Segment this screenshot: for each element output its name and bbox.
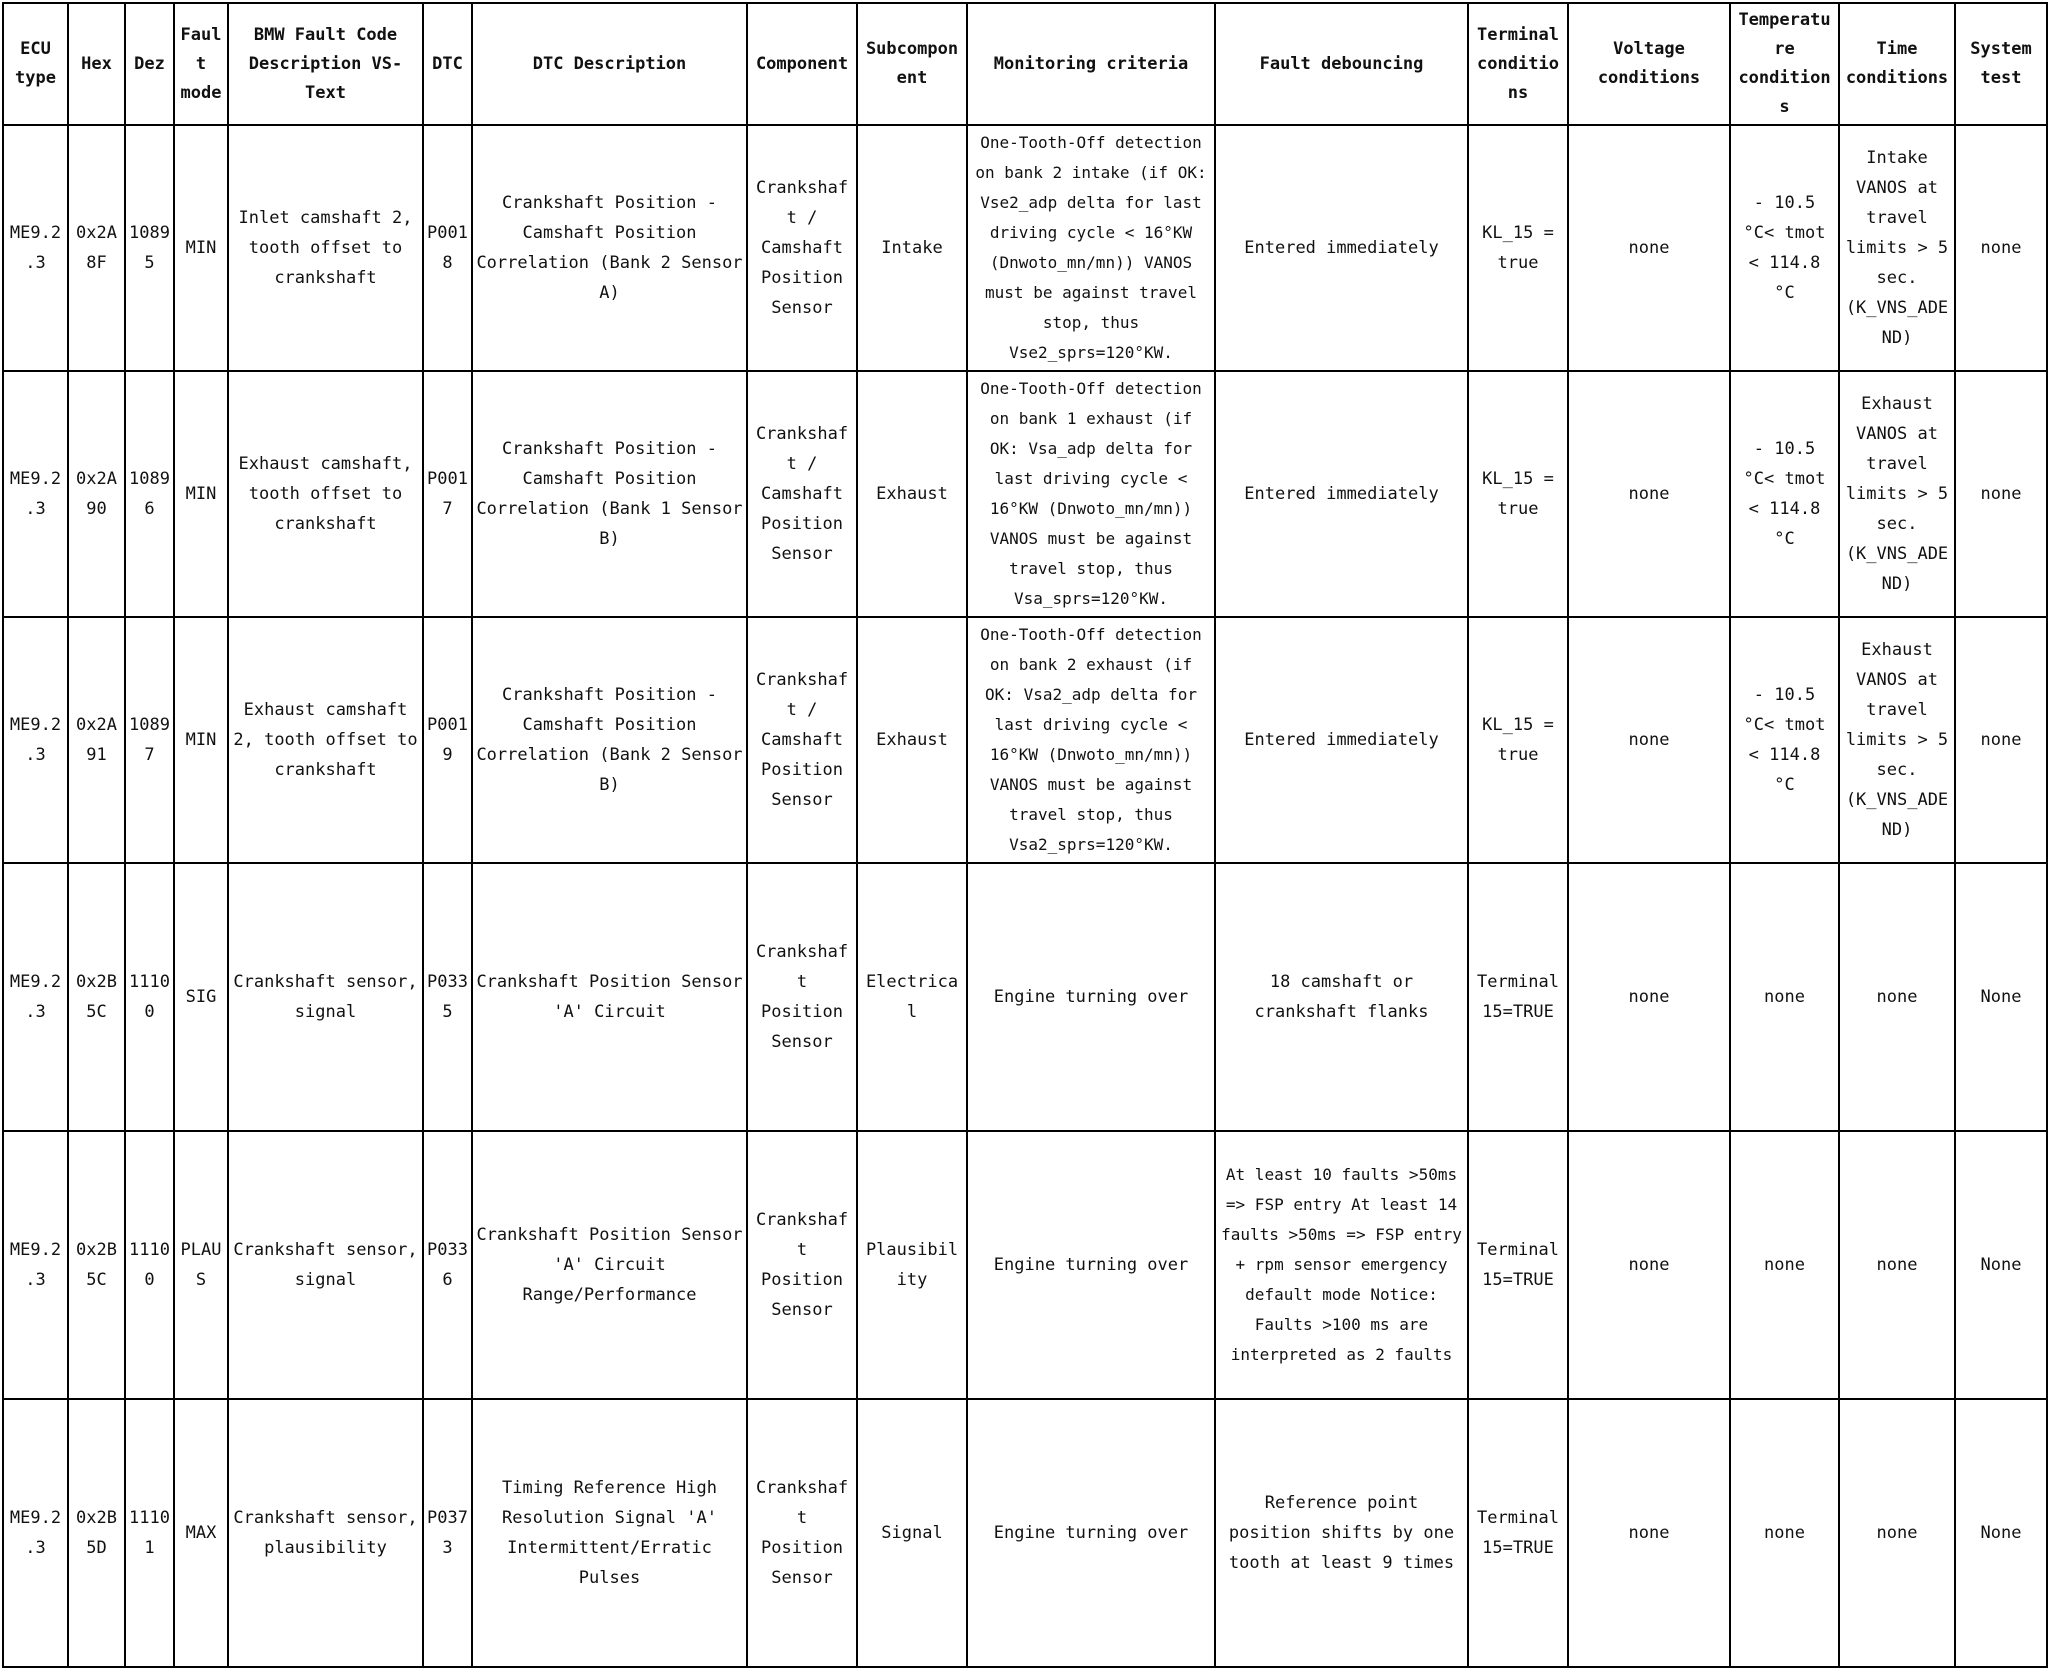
header-bmw-description: BMW Fault Code Description VS-Text <box>228 3 423 125</box>
cell-fault-mode: MIN <box>174 125 228 371</box>
header-subcomponent: Subcomponent <box>857 3 967 125</box>
table-row <box>3 371 2047 617</box>
cell-dez: 10895 <box>125 125 174 371</box>
header-temperature-conditions: Temperature conditions <box>1730 3 1839 125</box>
header-fault-mode: Fault mode <box>174 3 228 125</box>
header-dtc: DTC <box>423 3 472 125</box>
cell-subcomponent: Exhaust <box>857 617 967 863</box>
cell-system-test: none <box>1955 617 2047 863</box>
cell-bmw-description: Crankshaft sensor, signal <box>228 863 423 1131</box>
cell-dtc: P0018 <box>423 125 472 371</box>
cell-fault-mode: MIN <box>174 371 228 617</box>
header-component: Component <box>747 3 857 125</box>
cell-system-test: none <box>1955 371 2047 617</box>
cell-hex: 0x2A8F <box>68 125 125 371</box>
cell-terminal-conditions: KL_15 = true <box>1468 125 1568 371</box>
table-row <box>3 863 2047 1131</box>
cell-subcomponent: Intake <box>857 125 967 371</box>
cell-dtc-description: Crankshaft Position Sensor 'A' Circuit Range/Performance <box>472 1131 747 1399</box>
cell-dtc-description: Crankshaft Position Sensor 'A' Circuit <box>472 863 747 1131</box>
cell-dtc-description: Timing Reference High Resolution Signal 'A' Intermittent/Erratic Pulses <box>472 1399 747 1667</box>
header-fault-debouncing: Fault debouncing <box>1215 3 1468 125</box>
cell-monitoring-criteria: Engine turning over <box>967 1131 1215 1399</box>
cell-fault-mode: SIG <box>174 863 228 1131</box>
cell-hex: 0x2A91 <box>68 617 125 863</box>
cell-subcomponent: Plausibility <box>857 1131 967 1399</box>
cell-bmw-description: Crankshaft sensor, signal <box>228 1131 423 1399</box>
cell-bmw-description: Exhaust camshaft, tooth offset to crankshaft <box>228 371 423 617</box>
cell-bmw-description: Exhaust camshaft 2, tooth offset to crankshaft <box>228 617 423 863</box>
header-row <box>3 3 2047 125</box>
cell-bmw-description: Crankshaft sensor, plausibility <box>228 1399 423 1667</box>
cell-time-conditions: none <box>1839 1131 1955 1399</box>
cell-voltage-conditions: none <box>1568 1131 1730 1399</box>
cell-component: Crankshaft Position Sensor <box>747 1399 857 1667</box>
cell-voltage-conditions: none <box>1568 863 1730 1131</box>
header-time-conditions: Time conditions <box>1839 3 1955 125</box>
header-terminal-conditions: Terminal conditions <box>1468 3 1568 125</box>
cell-component: Crankshaft Position Sensor <box>747 1131 857 1399</box>
cell-fault-debouncing: Entered immediately <box>1215 617 1468 863</box>
cell-fault-debouncing: Entered immediately <box>1215 371 1468 617</box>
cell-component: Crankshaft / Camshaft Position Sensor <box>747 125 857 371</box>
cell-fault-debouncing: Entered immediately <box>1215 125 1468 371</box>
cell-dez: 11100 <box>125 863 174 1131</box>
cell-dtc: P0373 <box>423 1399 472 1667</box>
cell-fault-mode: MAX <box>174 1399 228 1667</box>
cell-system-test: None <box>1955 1131 2047 1399</box>
cell-terminal-conditions: Terminal 15=TRUE <box>1468 863 1568 1131</box>
cell-dtc: P0335 <box>423 863 472 1131</box>
cell-subcomponent: Exhaust <box>857 371 967 617</box>
cell-terminal-conditions: KL_15 = true <box>1468 371 1568 617</box>
cell-ecu-type: ME9.2.3 <box>3 1131 68 1399</box>
cell-voltage-conditions: none <box>1568 125 1730 371</box>
header-ecu-type: ECU type <box>3 3 68 125</box>
cell-ecu-type: ME9.2.3 <box>3 371 68 617</box>
cell-fault-mode: MIN <box>174 617 228 863</box>
table-row <box>3 1131 2047 1399</box>
cell-ecu-type: ME9.2.3 <box>3 617 68 863</box>
cell-fault-debouncing: Reference point position shifts by one tooth at least 9 times <box>1215 1399 1468 1667</box>
cell-monitoring-criteria: One-Tooth-Off detection on bank 1 exhaust (if OK: Vsa_adp delta for last driving cycle < 16°KW (Dnwoto_mn/mn)) VANOS must be against travel stop, thus Vsa_sprs=120°KW. <box>967 371 1215 617</box>
cell-component: Crankshaft / Camshaft Position Sensor <box>747 617 857 863</box>
cell-system-test: None <box>1955 1399 2047 1667</box>
cell-temperature-conditions: none <box>1730 1131 1839 1399</box>
cell-hex: 0x2B5D <box>68 1399 125 1667</box>
cell-dtc-description: Crankshaft Position - Camshaft Position Correlation (Bank 2 Sensor A) <box>472 125 747 371</box>
cell-dez: 10897 <box>125 617 174 863</box>
cell-voltage-conditions: none <box>1568 371 1730 617</box>
cell-terminal-conditions: Terminal 15=TRUE <box>1468 1399 1568 1667</box>
table-row <box>3 1399 2047 1667</box>
cell-monitoring-criteria: One-Tooth-Off detection on bank 2 intake (if OK: Vse2_adp delta for last driving cycle < 16°KW (Dnwoto_mn/mn)) VANOS must be against travel stop, thus Vse2_sprs=120°KW. <box>967 125 1215 371</box>
cell-component: Crankshaft / Camshaft Position Sensor <box>747 371 857 617</box>
cell-temperature-conditions: - 10.5 °C< tmot < 114.8 °C <box>1730 371 1839 617</box>
cell-dez: 10896 <box>125 371 174 617</box>
header-monitoring-criteria: Monitoring criteria <box>967 3 1215 125</box>
cell-fault-mode: PLAUS <box>174 1131 228 1399</box>
cell-temperature-conditions: - 10.5 °C< tmot < 114.8 °C <box>1730 125 1839 371</box>
cell-dez: 11101 <box>125 1399 174 1667</box>
cell-time-conditions: none <box>1839 863 1955 1131</box>
cell-ecu-type: ME9.2.3 <box>3 1399 68 1667</box>
cell-dez: 11100 <box>125 1131 174 1399</box>
cell-monitoring-criteria: Engine turning over <box>967 1399 1215 1667</box>
cell-ecu-type: ME9.2.3 <box>3 125 68 371</box>
cell-subcomponent: Signal <box>857 1399 967 1667</box>
cell-time-conditions: Exhaust VANOS at travel limits > 5 sec. (K_VNS_ADEND) <box>1839 371 1955 617</box>
cell-hex: 0x2A90 <box>68 371 125 617</box>
table-row <box>3 125 2047 371</box>
cell-temperature-conditions: none <box>1730 1399 1839 1667</box>
cell-bmw-description: Inlet camshaft 2, tooth offset to crankshaft <box>228 125 423 371</box>
header-dtc-description: DTC Description <box>472 3 747 125</box>
table-row <box>3 617 2047 863</box>
cell-fault-debouncing: At least 10 faults >50ms => FSP entry At least 14 faults >50ms => FSP entry + rpm sensor emergency default mode Notice: Faults >100 ms are interpreted as 2 faults <box>1215 1131 1468 1399</box>
cell-dtc-description: Crankshaft Position - Camshaft Position Correlation (Bank 2 Sensor B) <box>472 617 747 863</box>
cell-monitoring-criteria: Engine turning over <box>967 863 1215 1131</box>
header-system-test: System test <box>1955 3 2047 125</box>
cell-voltage-conditions: none <box>1568 1399 1730 1667</box>
cell-system-test: none <box>1955 125 2047 371</box>
cell-dtc: P0017 <box>423 371 472 617</box>
cell-temperature-conditions: - 10.5 °C< tmot < 114.8 °C <box>1730 617 1839 863</box>
cell-temperature-conditions: none <box>1730 863 1839 1131</box>
cell-dtc: P0336 <box>423 1131 472 1399</box>
header-voltage-conditions: Voltage conditions <box>1568 3 1730 125</box>
cell-system-test: None <box>1955 863 2047 1131</box>
cell-hex: 0x2B5C <box>68 863 125 1131</box>
cell-component: Crankshaft Position Sensor <box>747 863 857 1131</box>
fault-code-table <box>2 2 2048 1668</box>
cell-terminal-conditions: Terminal 15=TRUE <box>1468 1131 1568 1399</box>
header-dez: Dez <box>125 3 174 125</box>
cell-time-conditions: none <box>1839 1399 1955 1667</box>
cell-fault-debouncing: 18 camshaft or crankshaft flanks <box>1215 863 1468 1131</box>
cell-ecu-type: ME9.2.3 <box>3 863 68 1131</box>
cell-dtc-description: Crankshaft Position - Camshaft Position Correlation (Bank 1 Sensor B) <box>472 371 747 617</box>
cell-time-conditions: Intake VANOS at travel limits > 5 sec. (K_VNS_ADEND) <box>1839 125 1955 371</box>
cell-monitoring-criteria: One-Tooth-Off detection on bank 2 exhaust (if OK: Vsa2_adp delta for last driving cycle < 16°KW (Dnwoto_mn/mn)) VANOS must be against travel stop, thus Vsa2_sprs=120°KW. <box>967 617 1215 863</box>
cell-dtc: P0019 <box>423 617 472 863</box>
cell-subcomponent: Electrical <box>857 863 967 1131</box>
cell-voltage-conditions: none <box>1568 617 1730 863</box>
cell-time-conditions: Exhaust VANOS at travel limits > 5 sec. (K_VNS_ADEND) <box>1839 617 1955 863</box>
header-hex: Hex <box>68 3 125 125</box>
cell-terminal-conditions: KL_15 = true <box>1468 617 1568 863</box>
cell-hex: 0x2B5C <box>68 1131 125 1399</box>
